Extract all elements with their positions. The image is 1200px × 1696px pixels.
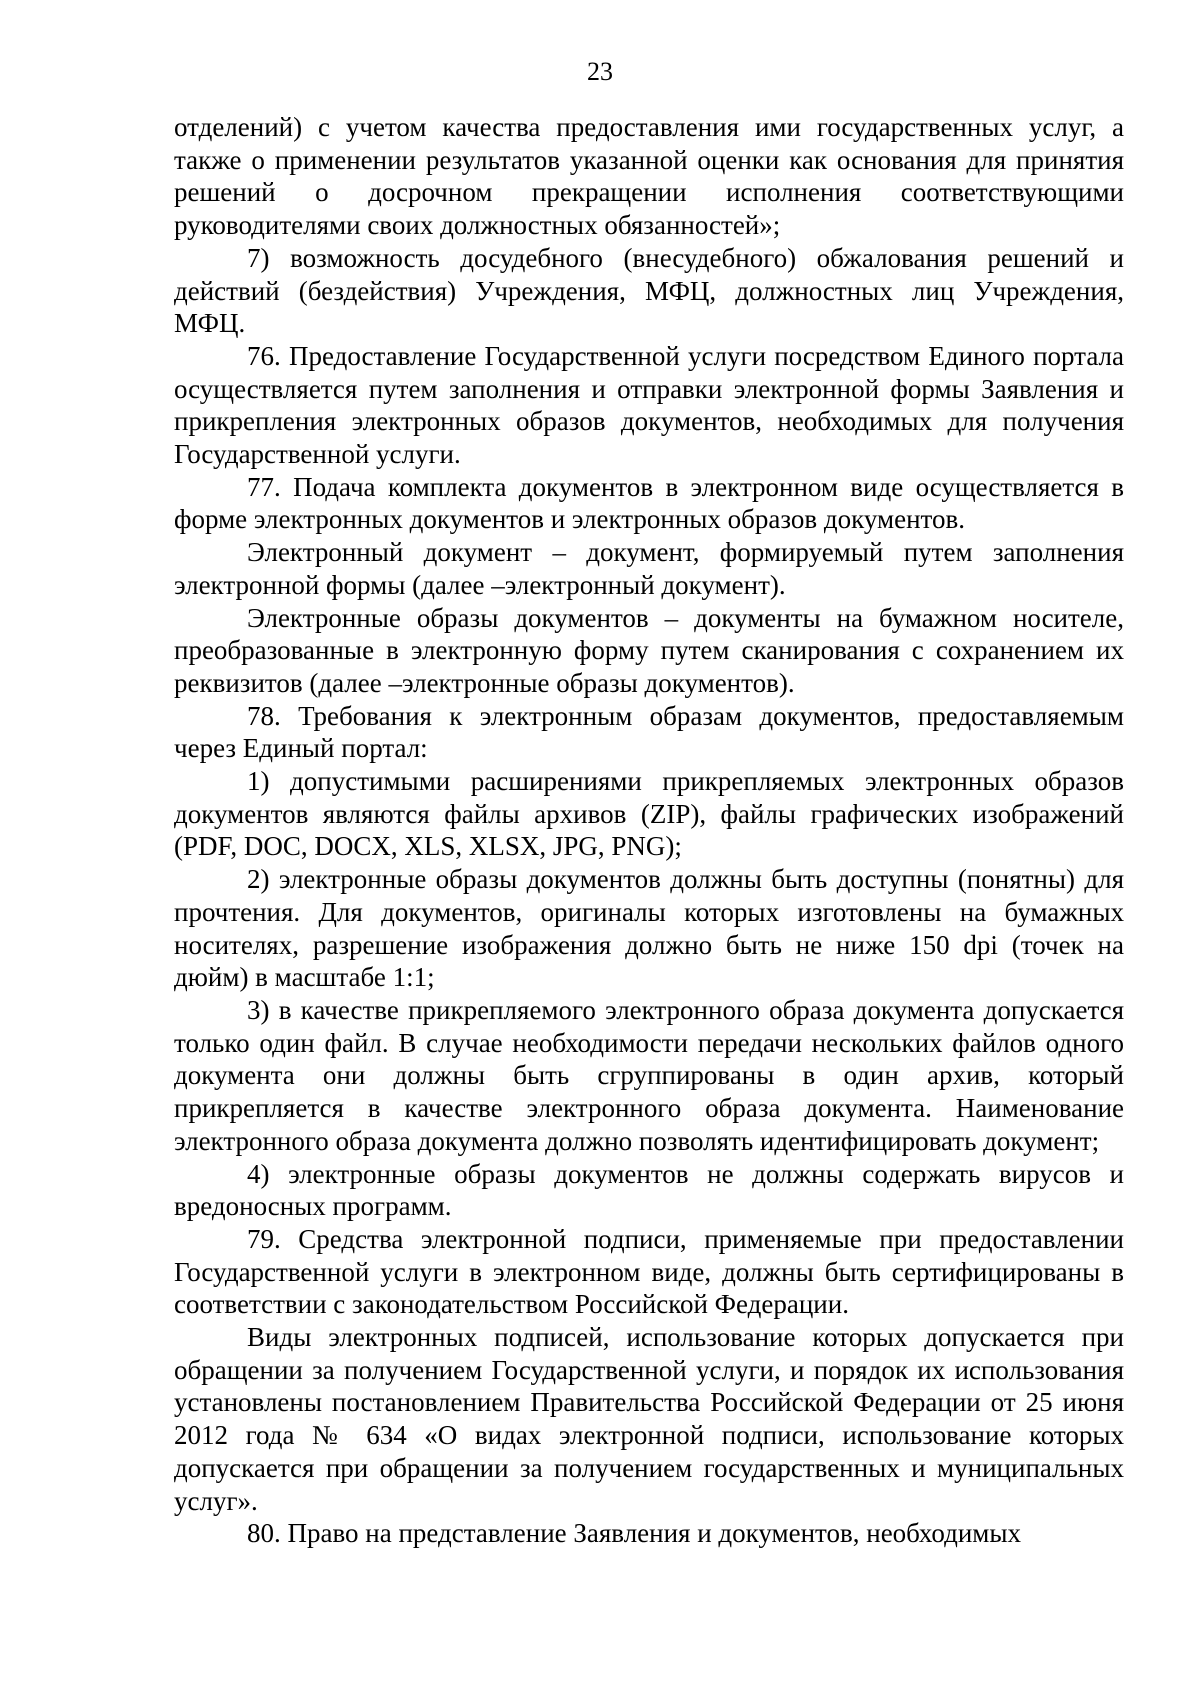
paragraph-signature-types: Виды электронных подписей, использование которых допускается при обращении за получением Государственной услуги, и порядок их использования установлены постановлением Правительства Российской Федерации от 25 июня 2012 года № 634 «О видах электронной подписи, использование которых допускается при обращении за получением государственных и муниципальных услуг». — [174, 1322, 1124, 1516]
paragraph-electronic-document-definition: Электронный документ – документ, формируемый путем заполнения электронной формы (далее –электронный документ). — [174, 537, 1124, 600]
paragraph-77: 77. Подача комплекта документов в электронном виде осуществляется в форме электронных документов и электронных образов документов. — [174, 471, 1124, 535]
paragraph-electronic-images-definition: Электронные образы документов – документы на бумажном носителе, преобразованные в электронную форму путем сканирования с сохранением их реквизитов (далее –электронные образы документов). — [174, 602, 1124, 698]
page-number: 23 — [587, 57, 613, 86]
paragraph-78-item-2: 2) электронные образы документов должны быть доступны (понятны) для прочтения. Для документов, оригиналы которых изготовлены на бумажных носителях, разрешение изображения должно быть не ниже 150 dpi (точек на дюйм) в масштабе 1:1; — [174, 864, 1124, 993]
paragraph-76: 76. Предоставление Государственной услуги посредством Единого портала осуществляется путем заполнения и отправки электронной формы Заявления и прикрепления электронных образов документов, необходимых для получения Государственной услуги. — [174, 340, 1124, 470]
paragraph-continuation: отделений) с учетом качества предоставления ими государственных услуг, а также о применении результатов указанной оценки как основания для принятия решений о досрочном прекращении исполнения соответствующими руководителями своих должностных обязанностей»; — [174, 112, 1124, 241]
paragraph-78: 78. Требования к электронным образам документов, предоставляемым через Единый портал: — [174, 700, 1124, 764]
paragraph-78-item-3: 3) в качестве прикрепляемого электронного образа документа допускается только один файл. В случае необходимости передачи нескольких файлов одного документа они должны быть сгруппированы в один архив, который прикрепляется в качестве электронного образа документа. Наименование электронного образа документа должно позволять идентифицировать документ; — [174, 994, 1124, 1156]
document-body — [174, 111, 1124, 1550]
paragraph-item-7: 7) возможность досудебного (внесудебного) обжалования решений и действий (бездействия) Учреждения, МФЦ, должностных лиц Учреждения, МФЦ. — [174, 242, 1124, 339]
paragraph-78-item-4: 4) электронные образы документов не должны содержать вирусов и вредоносных программ. — [174, 1158, 1124, 1222]
paragraph-78-item-1: 1) допустимыми расширениями прикрепляемых электронных образов документов являются файлы архивов (ZIP), файлы графических изображений (PDF, DOC, DOCX, XLS, XLSX, JPG, PNG); — [174, 766, 1124, 862]
paragraph-79: 79. Средства электронной подписи, применяемые при предоставлении Государственной услуги в электронном виде, должны быть сертифицированы в соответствии с законодательством Российской Федерации. — [174, 1223, 1124, 1320]
paragraph-80: 80. Право на представление Заявления и документов, необходимых — [247, 1518, 1021, 1549]
